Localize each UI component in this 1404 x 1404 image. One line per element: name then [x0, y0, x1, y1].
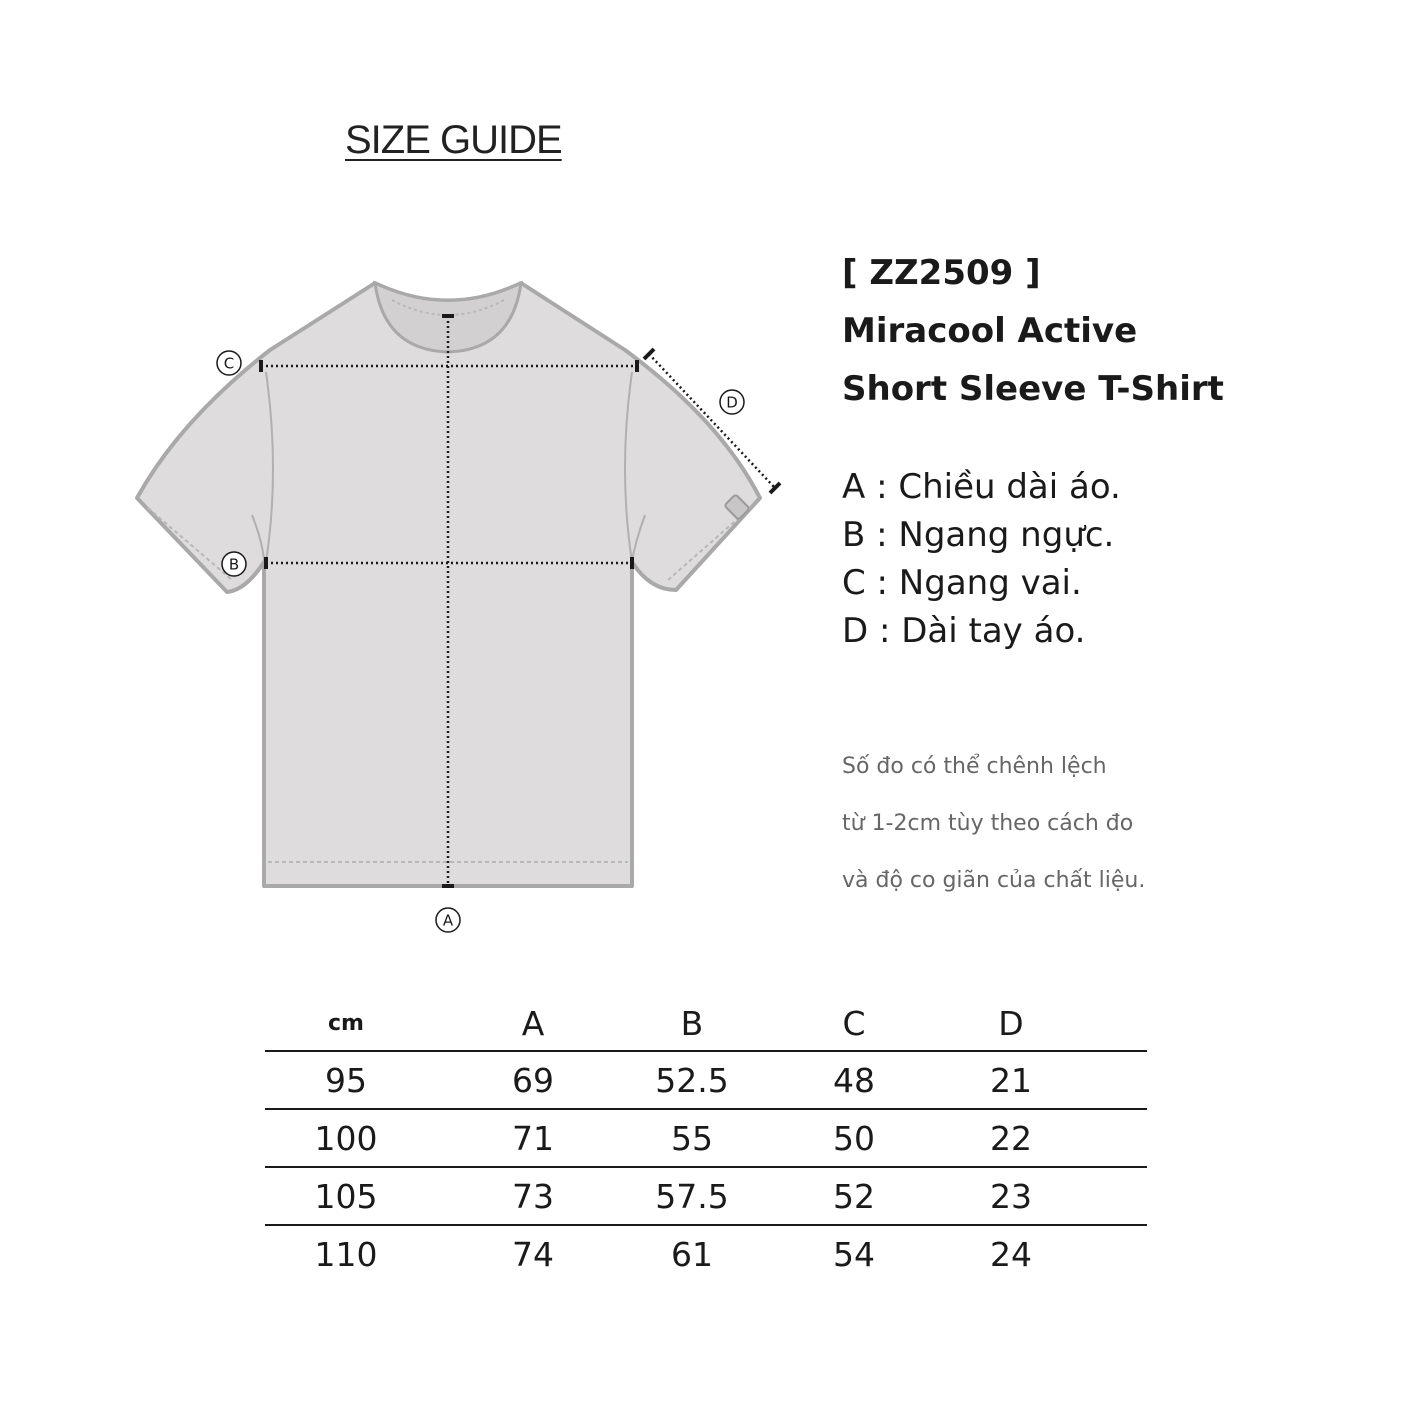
product-name-line2: Short Sleeve T-Shirt: [842, 369, 1224, 409]
value-cell: 74: [512, 1234, 554, 1274]
spacer-cell: [1059, 1167, 1147, 1225]
marker-c: [217, 351, 241, 375]
marker-d: [720, 390, 744, 414]
value-cell: 21: [963, 1051, 1059, 1109]
size-table: [265, 996, 1147, 1282]
size-cell: 100: [265, 1109, 427, 1167]
value-cell: 23: [963, 1167, 1059, 1225]
product-name-line1: Miracool Active: [842, 311, 1138, 351]
table-row: [265, 1225, 1147, 1282]
table-header-row: [265, 996, 1147, 1051]
legend-item-b: B : Ngang ngực.: [842, 515, 1115, 555]
value-cell: 57.5: [639, 1167, 745, 1225]
size-cell: 95: [265, 1051, 427, 1109]
table-row: [265, 1109, 1147, 1167]
page-title: SIZE GUIDE: [345, 118, 562, 162]
product-info: [842, 244, 1224, 418]
value-cell: 71: [427, 1109, 639, 1167]
value-cell: 24: [990, 1234, 1032, 1274]
note-line: và độ co giãn của chất liệu.: [842, 868, 1146, 893]
column-header-c: C: [745, 996, 963, 1051]
table-row: [265, 1167, 1147, 1225]
note-line: từ 1-2cm tùy theo cách đo: [842, 811, 1134, 836]
value-cell: 55: [639, 1109, 745, 1167]
value-cell: 54: [833, 1234, 875, 1274]
value-cell: 50: [745, 1109, 963, 1167]
size-cell: 110: [314, 1234, 378, 1274]
spacer-cell: [1059, 1051, 1147, 1109]
value-cell: 52.5: [639, 1051, 745, 1109]
column-header-a: A: [427, 996, 639, 1051]
column-header-unit: cm: [265, 996, 427, 1051]
value-cell: 52: [745, 1167, 963, 1225]
legend-item-d: D : Dài tay áo.: [842, 611, 1086, 651]
spacer-cell: [1059, 1109, 1147, 1167]
value-cell: 73: [427, 1167, 639, 1225]
column-header-d: D: [963, 996, 1059, 1051]
size-cell: 105: [265, 1167, 427, 1225]
spacer-cell: [1059, 1225, 1147, 1282]
note-line: Số đo có thể chênh lệch: [842, 754, 1107, 779]
value-cell: 22: [963, 1109, 1059, 1167]
product-code: [ ZZ2509 ]: [842, 253, 1041, 293]
column-spacer: [1059, 996, 1147, 1051]
value-cell: 61: [671, 1234, 713, 1274]
value-cell: 48: [745, 1051, 963, 1109]
table-row: [265, 1051, 1147, 1109]
svg-text:B: B: [228, 555, 240, 574]
marker-a: [436, 908, 460, 932]
legend-item-c: C : Ngang vai.: [842, 563, 1082, 603]
measurement-legend: [842, 463, 1121, 655]
legend-item-a: A : Chiều dài áo.: [842, 467, 1121, 507]
value-cell: 69: [427, 1051, 639, 1109]
svg-text:C: C: [223, 354, 235, 373]
svg-text:D: D: [726, 393, 738, 412]
measurement-note: [842, 738, 1145, 909]
marker-b: [222, 552, 246, 576]
column-header-b: B: [639, 996, 745, 1051]
svg-text:A: A: [442, 911, 454, 930]
